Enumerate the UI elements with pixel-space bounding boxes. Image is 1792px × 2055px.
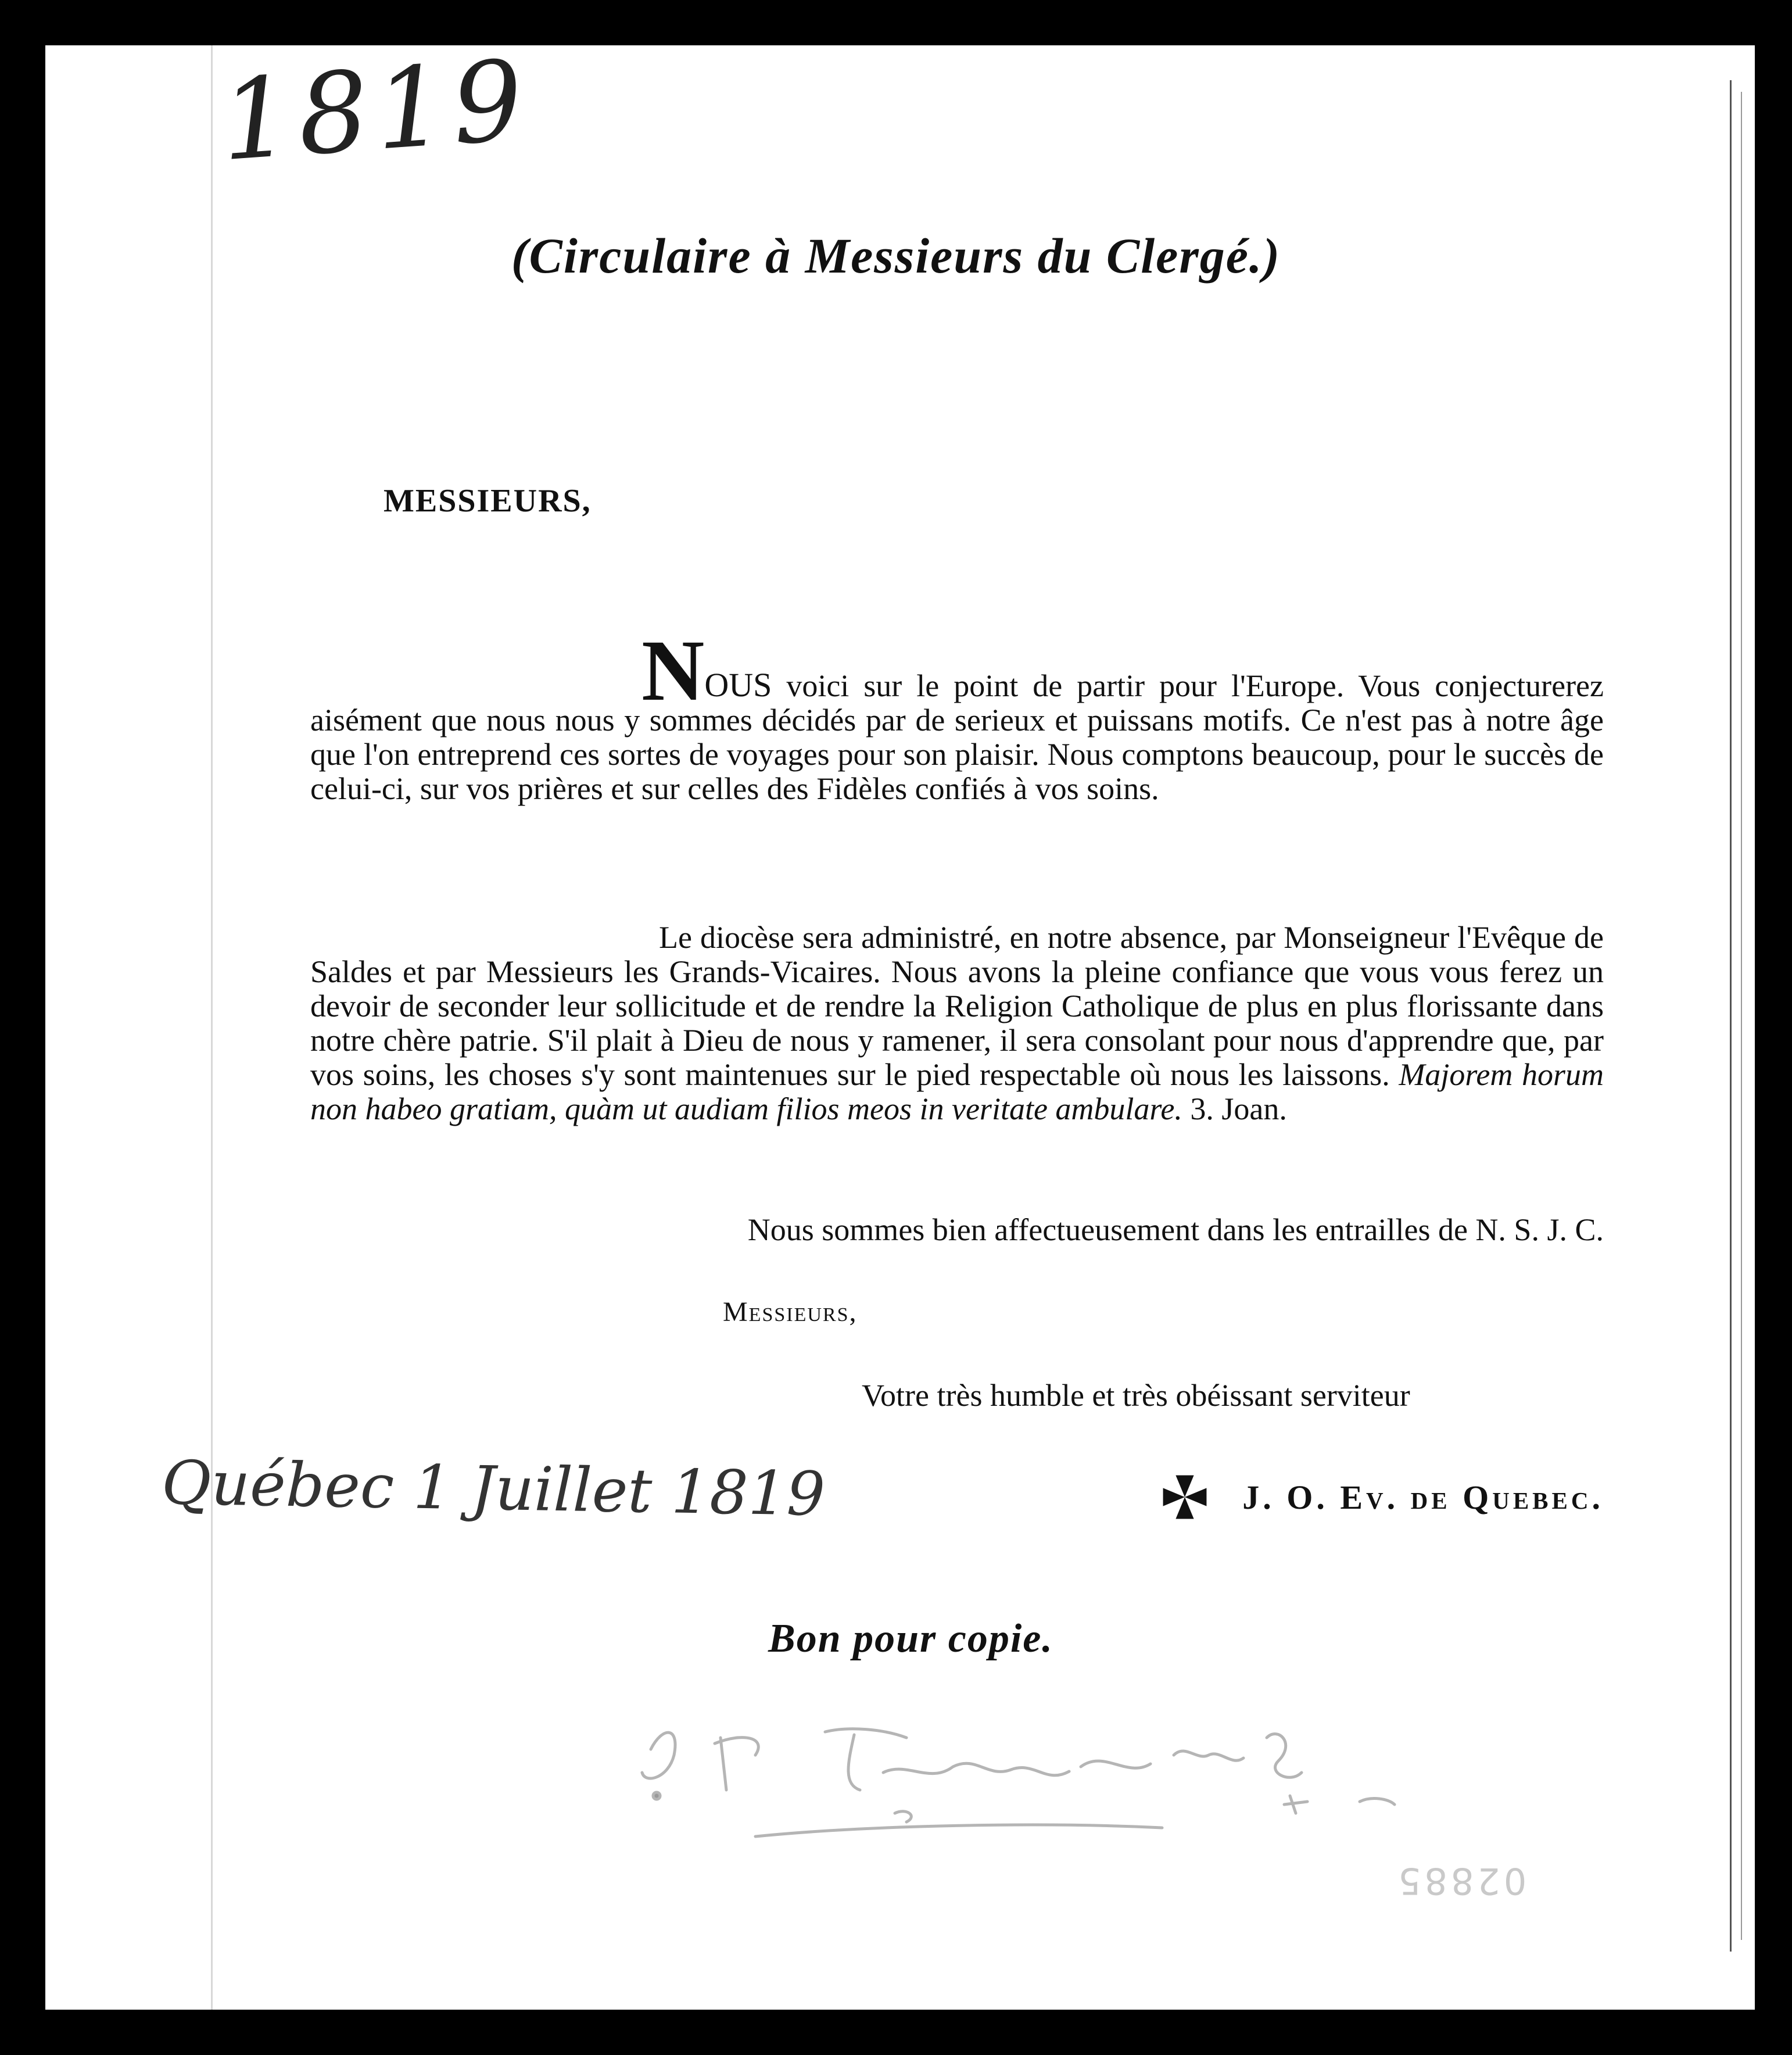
- signatory-name: J. O. Ev. de Quebec.: [1242, 1478, 1604, 1516]
- cross-patee-icon: [1162, 1474, 1207, 1520]
- scripture-citation: 3. Joan.: [1182, 1091, 1287, 1126]
- paragraph-2: [310, 921, 1604, 1126]
- page-fold-line: [211, 45, 213, 2010]
- page-edge-line: [1730, 80, 1732, 1952]
- servant-line: Votre très humble et très obéissant serviteur: [862, 1378, 1410, 1413]
- paragraph-1-text: voici sur le point de partir pour l'Europe. Vous conjecturerez aisément que nous nous y sommes décidés par de serieux et puissans motifs. Ce n'est pas à notre âge que l'on entreprend ces sortes de voyages pour son plaisir. Nous comptons beaucoup, pour le succès de celui-ci, sur vos prières et sur celles des Fidèles confiés à vos soins.: [310, 668, 1604, 806]
- closing-line: Nous sommes bien affectueusement dans les entrailles de N. S. J. C.: [747, 1212, 1604, 1247]
- page-edge-line-inner: [1741, 92, 1742, 1940]
- handwritten-year: 1819: [216, 35, 534, 186]
- certification-text: Bon pour copie.: [768, 1616, 1053, 1661]
- latin-quote: Majorem horum non habeo gratiam, quàm ut audiam filios meos in veritate ambulare.: [310, 1057, 1604, 1126]
- handwritten-signature: [581, 1703, 1511, 1854]
- opening-caps: OUS: [704, 666, 772, 704]
- paragraph-2-text: Le diocèse sera administré, en notre absence, par Monseigneur l'Evêque de Saldes et par Messieurs les Grands-Vicaires. Nous avons la pleine confiance que vous vous ferez un devoir de seconder leur sollicitude et de rendre la Religion Catholique de plus en plus florissante dans notre chère patrie. S'il plait à Dieu de nous y ramener, il sera consolant pour nous d'apprendre que, par vos soins, les choses s'y sont maintenues sur le pied respectable où nous les laissons.: [310, 920, 1604, 1092]
- paragraph-1: [310, 622, 1604, 806]
- signatory-block: [1162, 1474, 1604, 1520]
- closing-salutation: Messieurs,: [723, 1297, 858, 1327]
- circular-title: (Circulaire à Messieurs du Clergé.): [511, 228, 1281, 284]
- salutation: MESSIEURS,: [384, 483, 592, 519]
- handwritten-date: Québec 1 Juillet 1819: [161, 1447, 826, 1530]
- drop-cap: N: [641, 622, 705, 719]
- archive-number: 02885: [1395, 1860, 1527, 1902]
